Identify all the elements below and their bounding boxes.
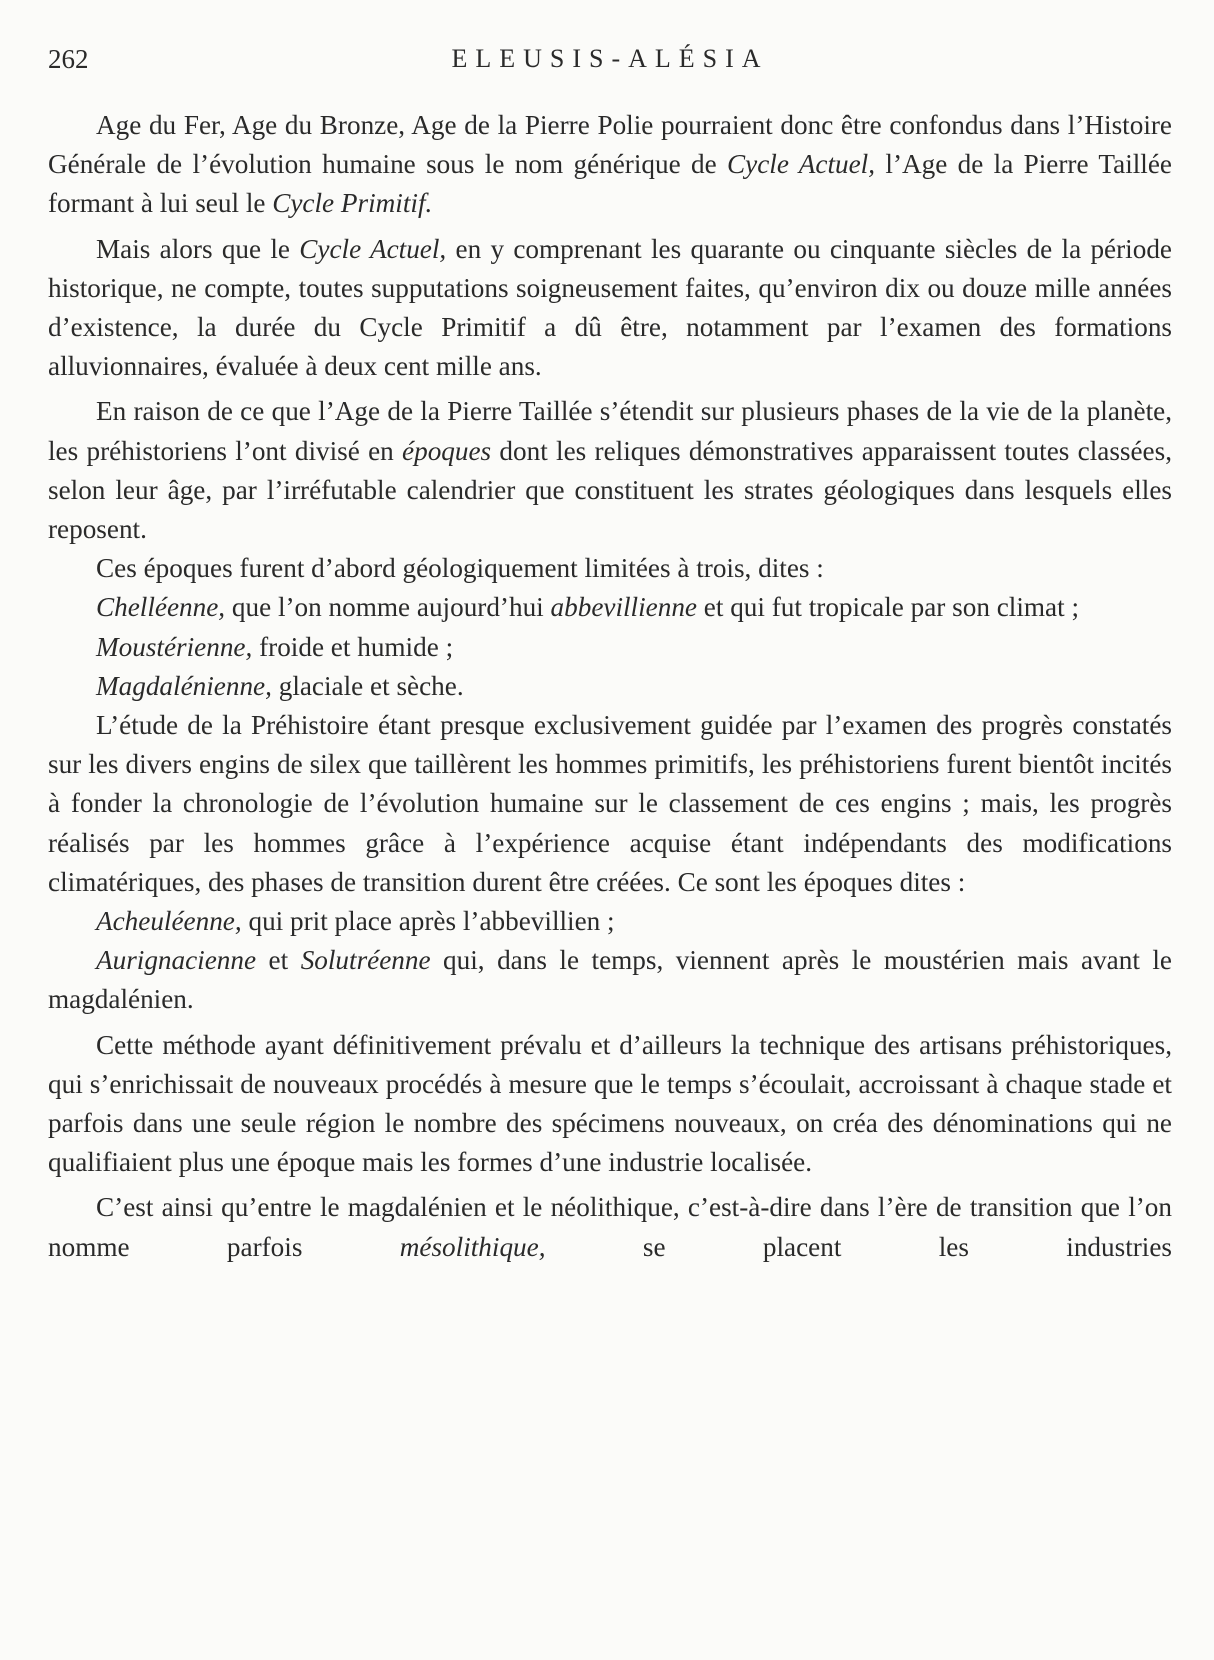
italic-term: Chelléenne, (96, 592, 226, 623)
paragraph-7 (48, 667, 1172, 706)
paragraph-12 (48, 1188, 1172, 1266)
italic-term: Magdalénienne, (96, 670, 272, 701)
text: se placent les industries (545, 1231, 1172, 1262)
italic-term: Solutréenne (300, 945, 431, 976)
italic-term: mésolithique, (399, 1231, 546, 1262)
text: En raison de ce que l’Age de la Pierre Taillée s’étendit sur plusieurs phases de la vie de la planète, les préhistoriens l’ont divisé en (48, 396, 1172, 466)
text: que l’on nomme aujourd’hui (225, 592, 551, 623)
running-title: ELEUSIS-ALÉSIA (451, 44, 769, 73)
text: qui prit place après l’abbevillien ; (241, 906, 615, 937)
italic-term: Acheuléenne, (96, 906, 242, 937)
body-text (48, 106, 1172, 1267)
text: Mais alors que le (96, 233, 300, 264)
italic-term: Cycle Actuel, (299, 233, 447, 264)
text: L’étude de la Préhistoire étant presque exclusivement guidée par l’examen des progrès constatés sur les divers engins de silex que taillèrent les hommes primitifs, les préhistoriens furent bientôt incités à fonder la chronologie de l’évolution humaine sur le classement de ces engins ; mais, les progrès réalisés par les hommes grâce à l’expérience acquise étant indépendants des modifications climatériques, des phases de transition durent être créées. Ce sont les époques dites : (48, 710, 1172, 897)
paragraph-1 (48, 106, 1172, 224)
text: glaciale et sèche. (271, 670, 464, 701)
text: C’est ainsi qu’entre le magdalénien et le néolithique, c’est-à-dire dans l’ère de transition que l’on nomme parfois (48, 1192, 1172, 1262)
text: Age du Fer, Age du Bronze, Age de la Pierre Polie pourraient donc être confondus dans l’Histoire Générale de l’évolution humaine sous le nom générique de (48, 110, 1172, 180)
text: et qui fut tropicale par son climat ; (696, 592, 1080, 623)
paragraph-2 (48, 230, 1172, 387)
italic-term: Moustérienne, (96, 631, 253, 662)
text: en y comprenant les quarante ou cinquante siècles de la période historique, ne compte, toutes supputations soigneusement faites, qu’environ dix ou douze mille années d’existence, la durée du Cycle Primitif a dû être, notamment par l’examen des formations alluvionnaires, évaluée à deux cent mille ans. (48, 233, 1172, 382)
paragraph-10 (48, 941, 1172, 1019)
paragraph-5 (48, 588, 1172, 627)
text: l’Age de la Pierre Taillée formant à lui seul le (48, 149, 1172, 219)
paragraph-11 (48, 1026, 1172, 1183)
paragraph-9 (48, 902, 1172, 941)
italic-term: Cycle Primitif. (272, 188, 433, 219)
paragraph-3 (48, 392, 1172, 549)
page-number: 262 (48, 44, 89, 74)
italic-term: époques (402, 435, 492, 466)
italic-term: Cycle Actuel, (727, 149, 876, 180)
paragraph-8 (48, 706, 1172, 902)
text: qui, dans le temps, viennent après le moustérien mais avant le magdalénien. (48, 945, 1172, 1015)
text: froide et humide ; (252, 631, 454, 662)
text: et (256, 945, 301, 976)
text: Ces époques furent d’abord géologiquement limitées à trois, dites : (96, 553, 824, 584)
page-header (48, 44, 1172, 84)
text: dont les reliques démonstratives apparaissent toutes classées, selon leur âge, par l’irréfutable calendrier que constituent les strates géologiques dans lesquels elles reposent. (48, 435, 1173, 545)
text: Cette méthode ayant définitivement prévalu et d’ailleurs la technique des artisans préhistoriques, qui s’enrichissait de nouveaux procédés à mesure que le temps s’écoulait, accroissant à chaque stade et parfois dans une seule région le nombre des spécimens nouveaux, on créa des dénominations qui ne qualifiaient plus une époque mais les formes d’une industrie localisée. (48, 1029, 1172, 1178)
italic-term: abbevillienne (550, 592, 697, 623)
italic-term: Aurignacienne (96, 945, 257, 976)
paragraph-6 (48, 628, 1172, 667)
paragraph-4 (48, 549, 1172, 588)
